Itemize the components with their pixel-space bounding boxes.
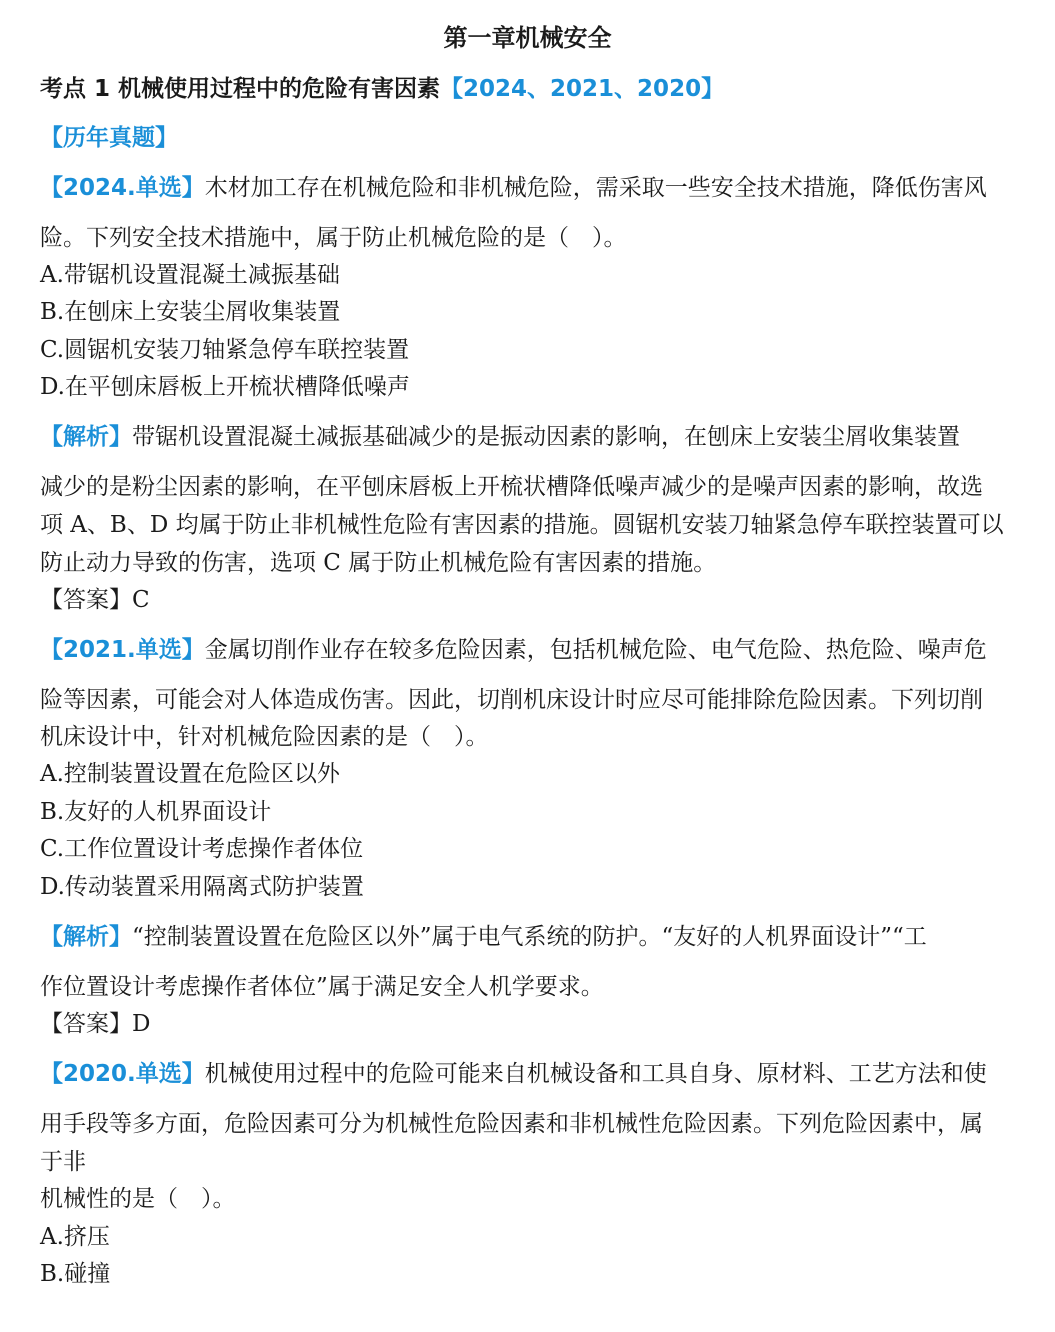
q2-option-b: B.友好的人机界面设计 bbox=[40, 799, 272, 825]
kaodian-years: 【2024、2021、2020】 bbox=[440, 76, 725, 102]
q2-stem2: 险等因素，可能会对人体造成伤害。因此，切削机床设计时应尽可能排除危险因素。下列切削 bbox=[40, 687, 983, 713]
q2-stem-line1 bbox=[40, 634, 987, 666]
q2-answer: 【答案】D bbox=[40, 1011, 151, 1037]
q2-jiexi-tag: 【解析】 bbox=[40, 924, 132, 950]
q1-jiexi-line1 bbox=[40, 421, 960, 453]
q3-stem2: 用手段等多方面，危险因素可分为机械性危险因素和非机械性危险因素。下列危险因素中，属 bbox=[40, 1111, 983, 1137]
q1-answer: 【答案】C bbox=[40, 587, 150, 613]
q3-stem3: 于非 bbox=[40, 1149, 86, 1175]
q2-jiexi-line1 bbox=[40, 921, 927, 953]
q1-jiexi-tag: 【解析】 bbox=[40, 424, 132, 450]
q3-option-b: B.碰撞 bbox=[40, 1261, 111, 1287]
q2-jiexi1: “控制装置设置在危险区以外”属于电气系统的防护。“友好的人机界面设计”“工 bbox=[132, 924, 927, 950]
q1-tag: 【2024.单选】 bbox=[40, 175, 205, 201]
q1-option-a: A.带锯机设置混凝土减振基础 bbox=[40, 262, 340, 288]
q1-stem2: 险。下列安全技术措施中，属于防止机械危险的是（ ）。 bbox=[40, 225, 627, 251]
q3-stem-line1 bbox=[40, 1058, 987, 1090]
q1-jiexi1: 带锯机设置混凝土减振基础减少的是振动因素的影响，在刨床上安装尘屑收集装置 bbox=[132, 424, 960, 450]
q2-jiexi2: 作位置设计考虑操作者体位”属于满足安全人机学要求。 bbox=[40, 974, 604, 1000]
q3-option-a: A.挤压 bbox=[40, 1224, 110, 1250]
q2-option-d: D.传动装置采用隔离式防护装置 bbox=[40, 874, 364, 900]
q1-option-d: D.在平刨床唇板上开梳状槽降低噪声 bbox=[40, 374, 410, 400]
q2-option-a: A.控制装置设置在危险区以外 bbox=[40, 761, 340, 787]
q2-tag: 【2021.单选】 bbox=[40, 637, 205, 663]
q1-stem1: 木材加工存在机械危险和非机械危险，需采取一些安全技术措施，降低伤害风 bbox=[204, 175, 987, 201]
q3-stem1: 机械使用过程中的危险可能来自机械设备和工具自身、原材料、工艺方法和使 bbox=[204, 1061, 987, 1087]
q1-option-b: B.在刨床上安装尘屑收集装置 bbox=[40, 299, 341, 325]
q3-tag: 【2020.单选】 bbox=[40, 1061, 205, 1087]
kaodian-heading bbox=[40, 73, 724, 105]
section-label: 【历年真题】 bbox=[40, 125, 178, 151]
q1-jiexi4: 防止动力导致的伤害，选项 C 属于防止机械危险有害因素的措施。 bbox=[40, 550, 717, 576]
page-title: 第一章机械安全 bbox=[443, 24, 612, 52]
q2-stem1: 金属切削作业存在较多危险因素，包括机械危险、电气危险、热危险、噪声危 bbox=[204, 637, 987, 663]
q1-jiexi3: 项 A、B、D 均属于防止非机械性危险有害因素的措施。圆锯机安装刀轴紧急停车联控装置可以 bbox=[40, 512, 1004, 538]
q1-option-c: C.圆锯机安装刀轴紧急停车联控装置 bbox=[40, 337, 410, 363]
q1-stem-line1 bbox=[40, 172, 987, 204]
q3-stem4: 机械性的是（ ）。 bbox=[40, 1186, 236, 1212]
q2-option-c: C.工作位置设计考虑操作者体位 bbox=[40, 836, 364, 862]
kaodian-label: 考点 1 机械使用过程中的危险有害因素 bbox=[40, 76, 441, 102]
q2-stem3: 机床设计中，针对机械危险因素的是（ ）。 bbox=[40, 724, 489, 750]
q1-jiexi2: 减少的是粉尘因素的影响，在平刨床唇板上开梳状槽降低噪声减少的是噪声因素的影响，故选 bbox=[40, 474, 983, 500]
